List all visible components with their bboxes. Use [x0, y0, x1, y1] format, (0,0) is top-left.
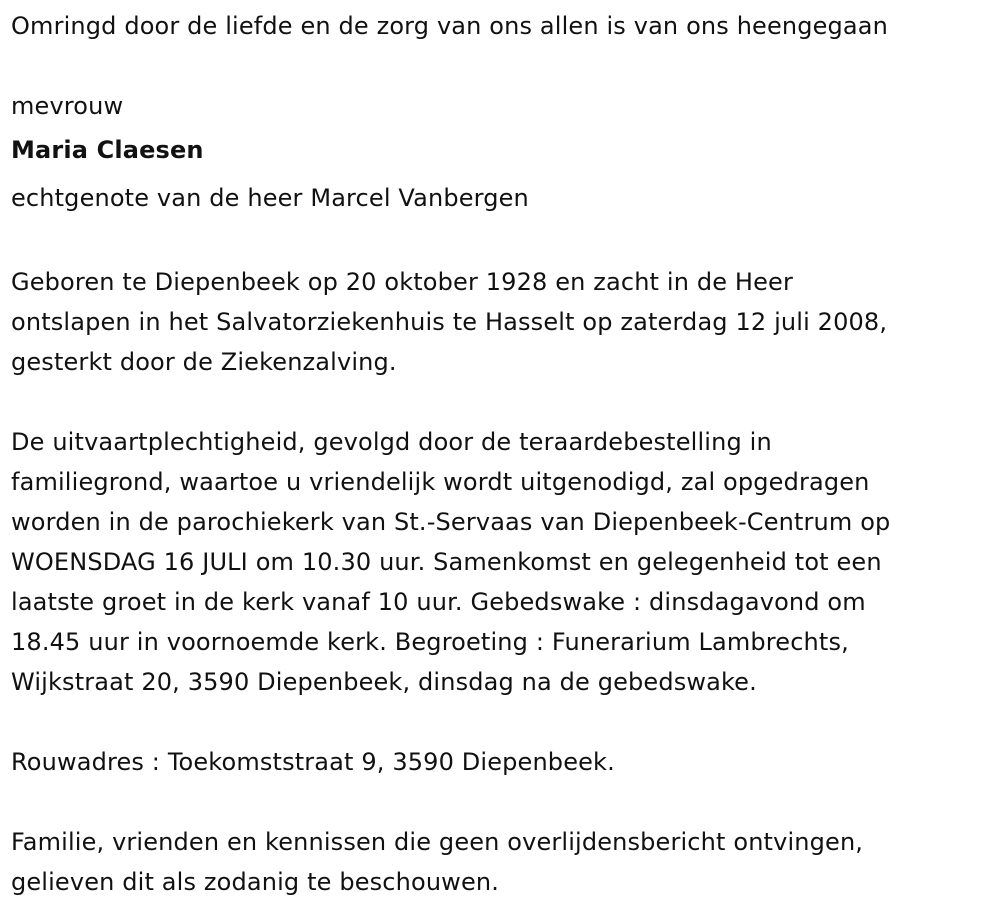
intro-line: Omringd door de liefde en de zorg van ons allen is van ons heengegaan	[11, 12, 889, 40]
closing-paragraph	[11, 822, 991, 902]
paragraph-line: Geboren te Diepenbeek op 20 oktober 1928 en zacht in de Heer	[11, 268, 793, 296]
spacer	[11, 382, 991, 422]
ceremony-paragraph	[11, 422, 991, 702]
paragraph-line: ontslapen in het Salvatorziekenhuis te Hasselt op zaterdag 12 juli 2008,	[11, 308, 888, 336]
paragraph-line: gelieven dit als zodanig te beschouwen.	[11, 868, 500, 896]
paragraph-line: worden in de parochiekerk van St.-Servaas van Diepenbeek-Centrum op	[11, 508, 891, 536]
spacer	[11, 222, 991, 262]
paragraph-line: Wijkstraat 20, 3590 Diepenbeek, dinsdag na de gebedswake.	[11, 668, 757, 696]
paragraph-line: 18.45 uur in voornoemde kerk. Begroeting : Funerarium Lambrechts,	[11, 628, 849, 656]
paragraph-line: Familie, vrienden en kennissen die geen overlijdensbericht ontvingen,	[11, 828, 864, 856]
paragraph-line: familiegrond, waartoe u vriendelijk wordt uitgenodigd, zal opgedragen	[11, 468, 870, 496]
paragraph-line: WOENSDAG 16 JULI om 10.30 uur. Samenkomst en gelegenheid tot een	[11, 548, 882, 576]
paragraph-line: laatste groet in de kerk vanaf 10 uur. Gebedswake : dinsdagavond om	[11, 588, 866, 616]
birth-paragraph	[11, 262, 991, 382]
spacer	[11, 782, 991, 822]
paragraph-line: De uitvaartplechtigheid, gevolgd door de teraardebestelling in	[11, 428, 772, 456]
honorific: mevrouw	[11, 92, 124, 120]
deceased-name: Maria Claesen	[11, 136, 204, 164]
spacer	[11, 46, 991, 86]
spouse-line: echtgenote van de heer Marcel Vanbergen	[11, 184, 529, 212]
mourning-address: Rouwadres : Toekomststraat 9, 3590 Diepenbeek.	[11, 748, 615, 776]
obituary-notice	[11, 6, 991, 902]
paragraph-line: gesterkt door de Ziekenzalving.	[11, 348, 397, 376]
spacer	[11, 702, 991, 742]
